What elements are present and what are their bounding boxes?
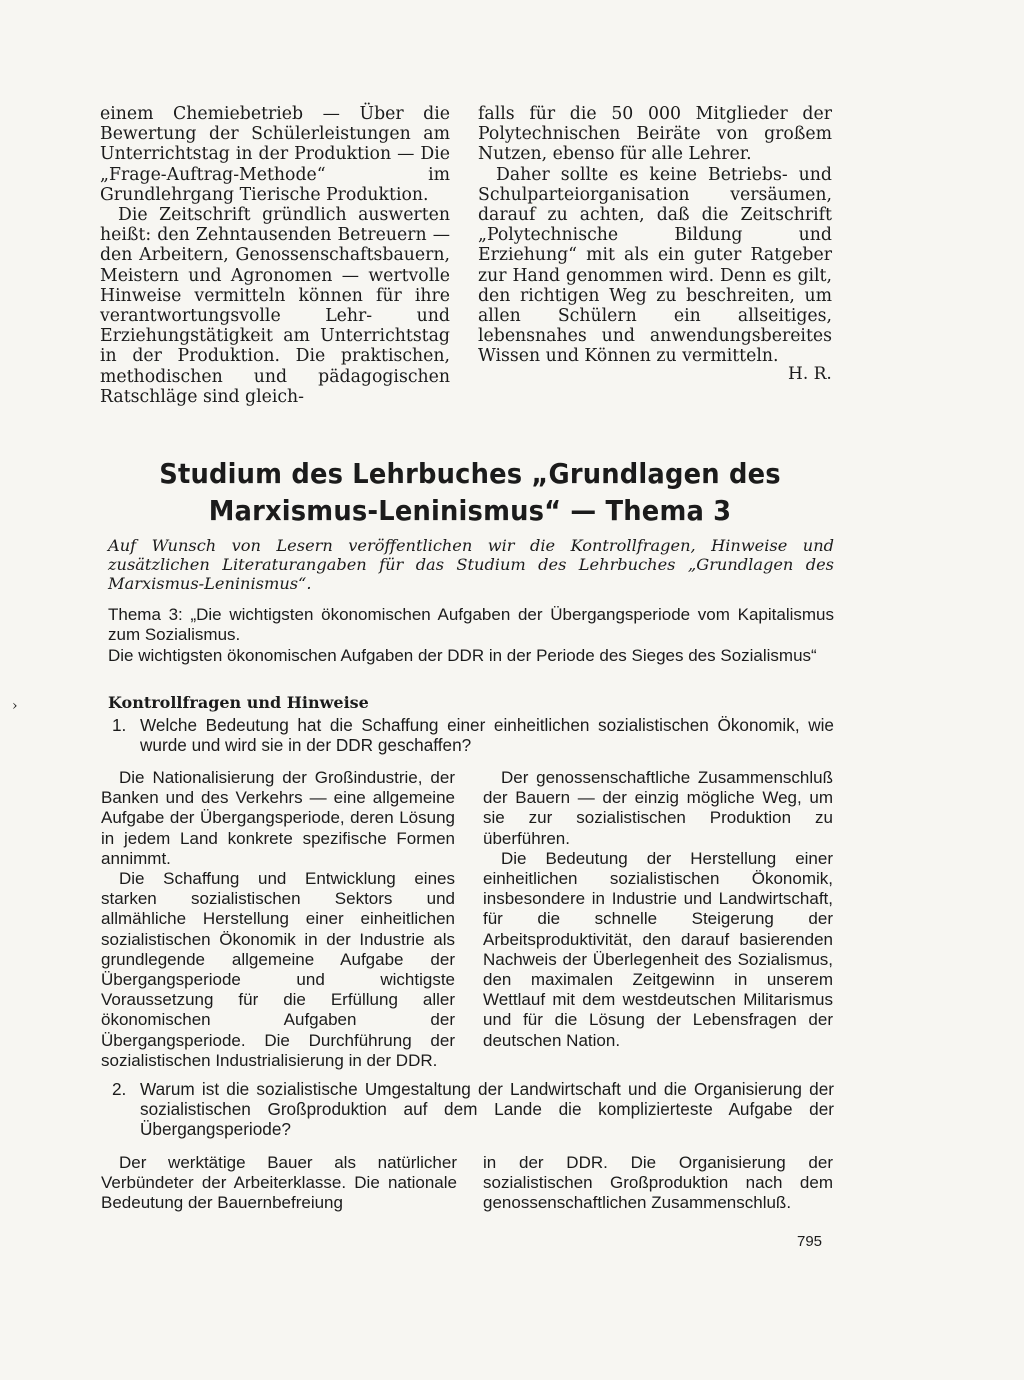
paragraph: Daher sollte es keine Betriebs- und Schulparteiorganisation versäumen, darauf zu achten, daß die Zeitschrift „Polytechnische Bildung und Erziehung“ mit als ein guter Ratgeber zur Hand genommen wird. Denn es gilt, den richtigen Weg zu beschreiten, um allen Schülern ein allseitiges, lebensnahes und anwendungsbereites Wissen und Können zu vermitteln. [478,164,832,367]
topic-line: Thema 3: „Die wichtigsten ökonomischen Aufgaben der Übergangsperiode vom Kapitalismus zum Sozialismus. [108,605,834,644]
top-left-column [100,104,450,407]
title-line: Studium des Lehrbuches „Grundlagen des [159,457,781,490]
question-number: 2. [112,1079,127,1099]
page-number: 795 [797,1233,823,1250]
q1-left-column [101,768,455,1071]
intro-text: Auf Wunsch von Lesern veröffentlichen wir die Kontrollfragen, Hinweise und zusätzlichen Literaturangaben für das Studium des Lehrbuches „Grundlagen des Marxismus-Leninismus“. [108,536,834,593]
top-right-column [478,104,832,367]
author-initials: H. R. [788,364,832,384]
topic-line: Die wichtigsten ökonomischen Aufgaben der DDR in der Periode des Sieges des Sozialismus“ [108,646,817,665]
question-2 [112,1079,834,1139]
paragraph: Die Nationalisierung der Großindustrie, der Banken und des Verkehrs — eine allgemeine Aufgabe der Übergangsperiode, deren Lösung in jedem Land konkrete spezifische Formen annimmt. [101,768,455,868]
paragraph: Die Zeitschrift gründlich auswerten heißt: den Zehntausenden Betreuern — den Arbeitern, Genossenschaftsbauern, Meistern und Agronomen — wertvolle Hinweise vermitteln können für ihre verantwortungsvolle Lehr- und Erziehungstätigkeit am Unterrichtstag in der Produktion. Die praktischen, methodischen und pädagogischen Ratschläge sind gleich- [100,205,450,407]
paragraph: Der genossenschaftliche Zusammenschluß der Bauern — der einzig mögliche Weg, um sie zur sozialistischen Produktion zu überführen. [483,768,833,848]
paragraph: Die Schaffung und Entwicklung eines starken sozialistischen Sektors und allmähliche Herstellung einer einheitlichen sozialistischen Ökonomik in der Industrie als grundlegende allgemeine Aufgabe der Übergangsperiode und wichtigste Voraussetzung für die Erfüllung aller ökonomischen Aufgaben der Übergangsperiode. Die Durchführung der sozialistischen Industrialisierung in der DDR. [101,869,455,1070]
q2-right-column [483,1153,833,1214]
question-number: 1. [112,715,127,735]
paragraph: Der werktätige Bauer als natürlicher Verbündeter der Arbeiterklasse. Die nationale Bedeutung der Bauernbefreiung [101,1153,457,1213]
paragraph: Die Bedeutung der Herstellung einer einheitlichen sozialistischen Ökonomik, insbesondere in Industrie und Landwirtschaft, für die schnelle Steigerung der Arbeitsproduktivität, den darauf basierenden Nachweis der Überlegenheit des Sozialismus, den maximalen Zeitgewinn in unserem Wettlauf mit dem westdeutschen Militarismus und für die Lösung der Lebensfragen der deutschen Nation. [483,848,833,1050]
article-title [139,455,801,529]
margin-mark: › [12,698,18,714]
paragraph: in der DDR. Die Organisierung der sozialistischen Großproduktion nach dem genossenschaftlichen Zusammenschluß. [483,1153,833,1213]
question-1 [112,715,834,755]
paragraph: falls für die 50 000 Mitglieder der Polytechnischen Beiräte von großem Nutzen, ebenso für alle Lehrer. [478,104,832,165]
q1-right-column [483,768,833,1051]
title-line: Marxismus-Leninismus“ — Thema 3 [208,494,732,527]
paragraph: einem Chemiebetrieb — Über die Bewertung der Schülerleistungen am Unterrichtstag in der Produktion — Die „Frage-Auftrag-Methode“ im Grundlehrgang Tierische Produktion. [100,104,450,205]
question-text: Warum ist die sozialistische Umgestaltung der Landwirtschaft und die Organisierung der sozialistischen Großproduktion auf dem Lande die komplizierteste Aufgabe der Übergangsperiode? [140,1079,834,1139]
question-text: Welche Bedeutung hat die Schaffung einer einheitlichen sozialistischen Ökonomik, wie wurde und wird sie in der DDR geschaffen? [140,715,834,755]
section-heading: Kontrollfragen und Hinweise [108,693,369,712]
q2-left-column [101,1153,457,1214]
topic-statement [108,605,834,666]
